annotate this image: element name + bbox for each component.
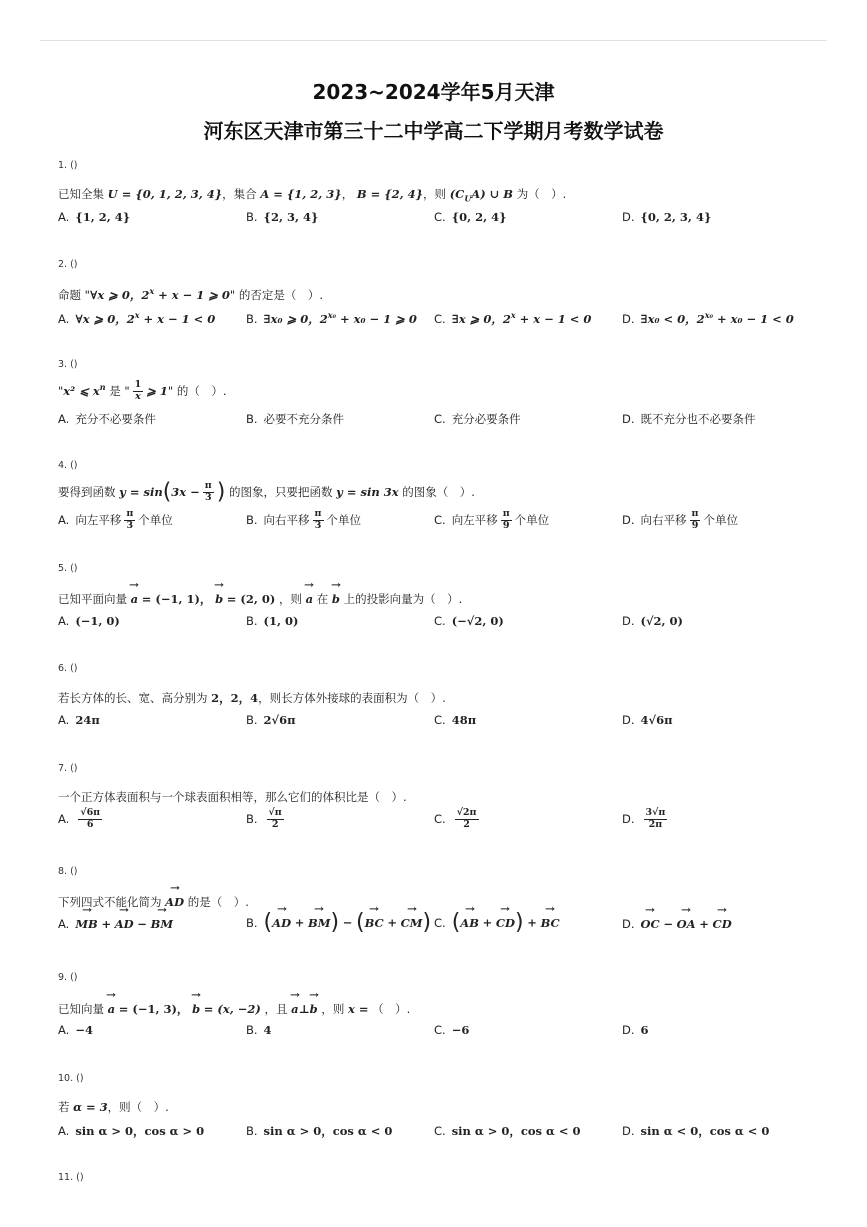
option-b[interactable]: B. (→ AD + → BM) − (→ BC + → CM) xyxy=(246,912,431,934)
question-stem: 若长方体的长、宽、高分别为 2，2，4，则长方体外接球的表面积为（ ）. xyxy=(58,691,446,705)
option-b[interactable]: B. 4 xyxy=(246,1023,272,1037)
option-b[interactable]: B. 必要不充分条件 xyxy=(246,412,345,426)
option-a[interactable]: A. −4 xyxy=(58,1023,93,1037)
option-c[interactable]: C. −6 xyxy=(434,1023,470,1037)
question-stem: 命题 "∀x ⩾ 0，$2^x + x - 1$ ⩾ 0" 的否定是（ ）. xyxy=(58,286,324,302)
question-number: 1. () xyxy=(58,160,78,171)
page-title-line-1: 2023~2024学年5月天津 xyxy=(312,80,555,104)
option-d[interactable]: D. 向右平移 $\frac{\pi}{9}$ 个单位 xyxy=(622,508,738,531)
option-a[interactable]: A. 24π xyxy=(58,713,100,727)
option-a[interactable]: A.→ MB + → AD − → BM xyxy=(58,914,173,931)
question-stem: 已知平面向量 → a = (−1, 1)， → b = (2, 0) ，则 → a 在 → b 上的投影向量为（ ）. xyxy=(58,589,462,607)
question-number: 2. () xyxy=(58,259,78,270)
option-d[interactable]: D. $\frac{3√\pi}{2\pi}$ xyxy=(622,807,666,830)
option-d[interactable]: D. sin α < 0，cos α < 0 xyxy=(622,1124,770,1138)
option-b[interactable]: B. $\frac{√\pi}{2}$ xyxy=(246,807,282,830)
option-a[interactable]: A. $\frac{√6\pi}{6}$ xyxy=(58,807,101,830)
option-c[interactable]: C. {0, 2, 4} xyxy=(434,210,507,224)
option-c[interactable]: C. 充分必要条件 xyxy=(434,412,521,426)
question-stem: "x² ⩽ $x^n$ 是 " $\frac{1}{x}$ ⩾ 1" 的（ ）. xyxy=(58,379,227,402)
top-divider xyxy=(40,40,827,41)
option-c[interactable]: C. (→ AB + → CD) + → BC xyxy=(434,912,560,934)
question-stem: 已知向量 → a = (−1, 3)， → b = (x, −2) ，且 → a⊥→ b ，则 x = （ ）. xyxy=(58,999,410,1017)
question-stem: 要得到函数 y = sin(3x − $\frac{\pi}{3}$ ) 的图象，只要把函数 y = sin 3x 的图象（ ）. xyxy=(58,479,475,505)
option-a[interactable]: A. (−1, 0) xyxy=(58,614,120,628)
option-a[interactable]: A. ∀x ⩾ 0，$2^x + x - 1 < 0$ xyxy=(58,310,216,326)
question-stem: 下列四式不能化简为 → AD 的是（ ）. xyxy=(58,892,249,910)
question-number: 6. () xyxy=(58,663,78,674)
question-number: 3. () xyxy=(58,359,78,370)
option-b[interactable]: B. (1, 0) xyxy=(246,614,299,628)
option-d[interactable]: D. 4√6π xyxy=(622,713,673,727)
option-c[interactable]: C. 48π xyxy=(434,713,477,727)
option-d[interactable]: D. 6 xyxy=(622,1023,649,1037)
option-d[interactable]: D. (√2, 0) xyxy=(622,614,683,628)
question-number: 11. () xyxy=(58,1172,84,1183)
option-c[interactable]: C. sin α > 0，cos α < 0 xyxy=(434,1124,581,1138)
option-d[interactable]: D. 既不充分也不必要条件 xyxy=(622,412,756,426)
option-c[interactable]: C. $\frac{√2\pi}{2}$ xyxy=(434,807,477,830)
option-c[interactable]: C. ∃x ⩾ 0，$2^x + x - 1 < 0$ xyxy=(434,310,592,326)
option-b[interactable]: B. {2, 3, 4} xyxy=(246,210,319,224)
page-title-line-2: 河东区天津市第三十二中学高二下学期月考数学试卷 xyxy=(203,119,664,143)
option-a[interactable]: A. sin α > 0，cos α > 0 xyxy=(58,1124,205,1138)
question-number: 8. () xyxy=(58,866,78,877)
question-number: 10. () xyxy=(58,1073,84,1084)
question-number: 7. () xyxy=(58,763,78,774)
question-number: 5. () xyxy=(58,563,78,574)
question-stem: 若 α = 3，则（ ）. xyxy=(58,1100,169,1114)
option-a[interactable]: A. 向左平移 $\frac{\pi}{3}$ 个单位 xyxy=(58,508,173,531)
question-stem: 已知全集 U = {0, 1, 2, 3, 4}，集合 A = {1, 2, 3}， B = {2, 4}，则 $(C_UA)$ ∪ B 为（ ）. xyxy=(58,187,567,204)
question-number: 9. () xyxy=(58,972,78,983)
option-d[interactable]: D. ∃x₀ < 0，$2^{x_0} + x_0 - 1 < 0$ xyxy=(622,310,794,326)
option-c[interactable]: C. (−√2, 0) xyxy=(434,614,504,628)
option-d[interactable]: D. {0, 2, 3, 4} xyxy=(622,210,712,224)
option-c[interactable]: C. 向左平移 $\frac{\pi}{9}$ 个单位 xyxy=(434,508,550,531)
option-b[interactable]: B. sin α > 0，cos α < 0 xyxy=(246,1124,393,1138)
question-stem: 一个正方体表面积与一个球表面积相等，那么它们的体积比是（ ）. xyxy=(58,790,407,804)
option-b[interactable]: B. ∃x₀ ⩾ 0，$2^{x_0} + x_0 - 1$ ⩾ 0 xyxy=(246,310,417,326)
option-d[interactable]: D.→ OC − → OA + → CD xyxy=(622,914,732,931)
option-a[interactable]: A. 充分不必要条件 xyxy=(58,412,156,426)
option-b[interactable]: B. 2√6π xyxy=(246,713,296,727)
option-a[interactable]: A. {1, 2, 4} xyxy=(58,210,131,224)
question-number: 4. () xyxy=(58,460,78,471)
option-b[interactable]: B. 向右平移 $\frac{\pi}{3}$ 个单位 xyxy=(246,508,362,531)
